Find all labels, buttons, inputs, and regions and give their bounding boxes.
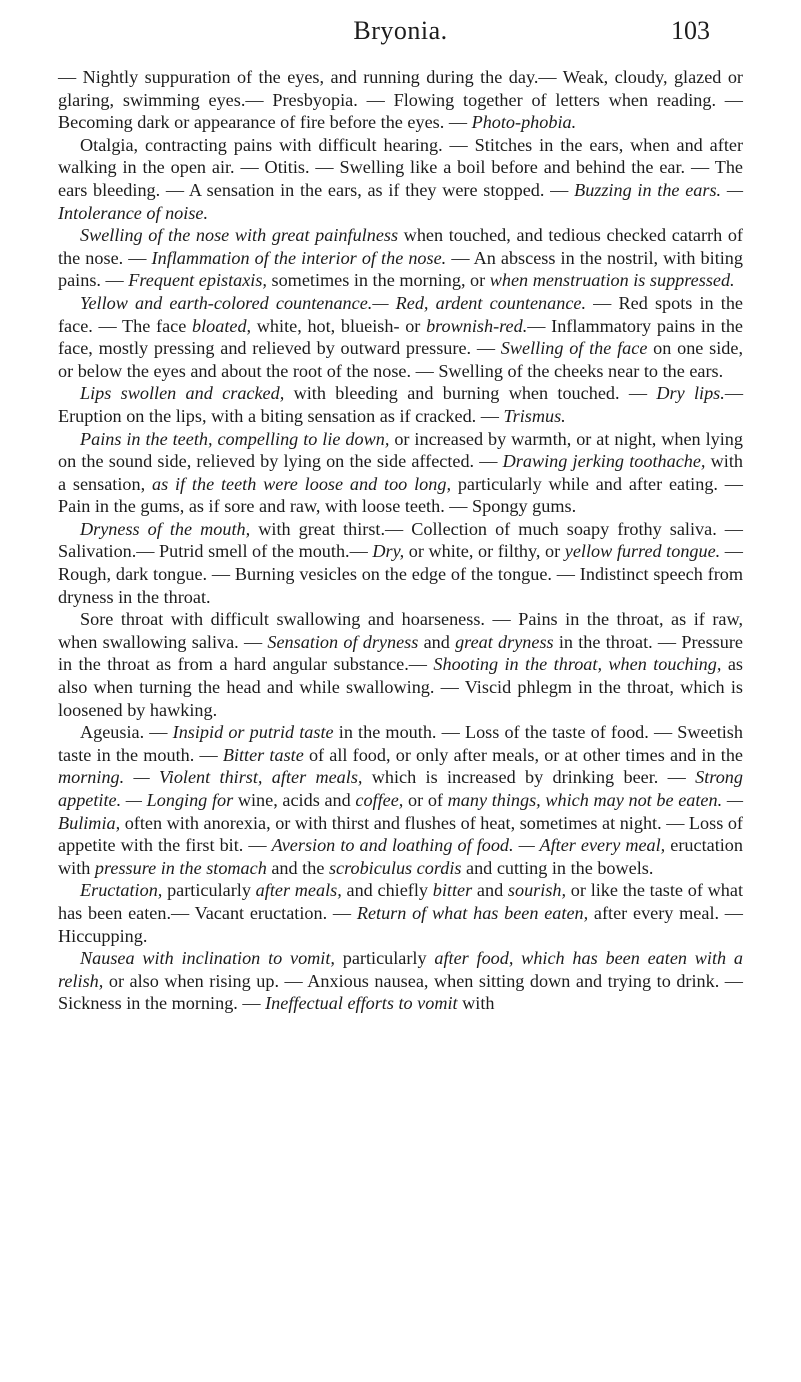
italic-text: Yellow and earth-colored countenance.— Red, ardent countenance. <box>80 292 587 313</box>
text-run: — Eruption on the lips, with a biting sensation as if cracked. — <box>58 383 743 426</box>
italic-text: Insipid or putrid taste <box>172 722 334 743</box>
text-run: sometimes in the morning, or <box>266 270 490 291</box>
text-run: often with anorexia, or with thirst and flushes of heat, sometimes at night. — Loss of appetite with the first bit. — <box>58 812 743 856</box>
italic-text: Swelling of the face <box>500 338 648 359</box>
italic-text: Nausea with inclination to vomit, <box>80 948 335 969</box>
italic-text: as if the teeth were loose and too long, <box>151 473 451 494</box>
page-number: 103 <box>671 16 710 45</box>
italic-text: Dryness of the mouth, <box>80 518 251 539</box>
paragraph <box>58 382 743 427</box>
italic-text: yellow furred tongue. <box>564 541 721 562</box>
paragraph <box>58 879 743 947</box>
italic-text: bloated, <box>192 315 252 336</box>
text-run: Sore throat with difficult swallowing and hoarseness. — Pains in the throat, as if raw, when swallowing saliva. — <box>58 609 743 652</box>
text-run: particularly <box>162 880 256 901</box>
text-run: after every meal. — Hiccupping. <box>58 902 743 946</box>
text-run: or also when rising up. — Anxious nausea, when sitting down and trying to drink. — Sickness in the morning. — <box>58 970 743 1014</box>
italic-text: Eructation, <box>80 880 163 901</box>
running-title: Bryonia. <box>353 16 448 45</box>
italic-text: Buzzing in the ears. — Intolerance of noise. <box>58 179 743 223</box>
text-run: with great thirst.— Collection of much soapy frothy saliva. — Salivation.— Putrid smell of the mouth.— <box>58 518 743 562</box>
paragraph <box>58 66 743 134</box>
text-run: — Nightly suppuration of the eyes, and running during the day.— Weak, cloudy, glazed or glaring, swimming eyes.— Presbyopia. — Flowing together of letters when reading. — Becoming dark or appearance of fire before the eyes. — <box>58 67 743 133</box>
paragraph <box>58 518 743 608</box>
page-header <box>0 16 801 56</box>
italic-text: Pains in the teeth, compelling to lie down, <box>80 428 390 449</box>
text-run: and cutting in the bowels. <box>461 857 654 878</box>
text-run: which is increased by drinking beer. — <box>362 767 696 788</box>
paragraph <box>58 608 743 721</box>
italic-text: many things, which may not be eaten. — Bulimia, <box>58 790 743 833</box>
text-run: as also when turning the head and while swallowing. — Viscid phlegm in the throat, which is loosened by hawking. <box>58 654 743 720</box>
text-run: in the throat. — Pressure in the throat as from a hard angular substance.— <box>58 631 743 675</box>
paragraph <box>58 947 743 1015</box>
italic-text: Photo-phobia. <box>471 112 577 133</box>
paragraph <box>58 134 743 224</box>
italic-text: sourish, <box>507 880 567 901</box>
text-run: particularly while and after eating. — Pain in the gums, as if sore and raw, with loose teeth. — Spongy gums. <box>58 473 743 517</box>
italic-text: scrobiculus cordis <box>328 857 462 878</box>
italic-text: Bitter taste <box>222 744 304 765</box>
text-run: or like the taste of what has been eaten.— Vacant eructation. — <box>58 880 743 923</box>
text-run: white, hot, blueish- or <box>251 315 427 336</box>
italic-text: Frequent epistaxis, <box>128 270 267 291</box>
italic-text: coffee, <box>355 790 404 810</box>
text-run: particularly <box>334 948 435 969</box>
text-run: — An abscess in the nostril, with biting pains. — <box>58 247 743 291</box>
text-run: and <box>472 880 508 901</box>
italic-text: Inflammation of the interior of the nose. <box>151 247 447 268</box>
text-run: wine, acids and <box>233 790 356 810</box>
text-run: eructation with <box>58 835 743 878</box>
text-run: or white, or filthy, or <box>404 541 565 562</box>
italic-text: after food, which has been eaten with a relish, <box>58 948 743 991</box>
italic-text: brownish-red. <box>426 315 528 336</box>
paragraph <box>58 224 743 292</box>
italic-text: pressure in the stomach <box>94 857 267 878</box>
text-run: — Red spots in the face. — The face <box>58 292 743 336</box>
text-run: or of <box>403 790 448 810</box>
italic-text: Dry lips. <box>656 383 725 404</box>
italic-text: bitter <box>432 880 473 901</box>
text-run: and the <box>266 857 329 878</box>
italic-text: Sensation of dryness <box>267 631 419 652</box>
text-run: or increased by warmth, or at night, when lying on the sound side, relieved by lying on the side affected. — <box>58 428 743 472</box>
text-run: with <box>457 993 495 1014</box>
text-run: on one side, or below the eyes and about the root of the nose. — Swelling of the cheeks near to the ears. <box>58 338 743 381</box>
paragraph <box>58 292 743 382</box>
italic-text: great dryness <box>455 631 554 652</box>
italic-text: morning. — Violent thirst, after meals, <box>58 767 363 788</box>
paragraph <box>58 721 743 879</box>
italic-text: Aversion to and loathing of food. — After every meal, <box>271 835 666 856</box>
paragraph <box>58 428 743 518</box>
text-run: with bleeding and burning when touched. — <box>284 383 657 404</box>
text-run: in the mouth. — Loss of the taste of food. — Sweetish taste in the mouth. — <box>58 722 743 765</box>
text-run: of all food, or only after meals, or at other times and in the <box>303 744 743 765</box>
text-run: and chiefly <box>341 880 433 901</box>
italic-text: Lips swollen and cracked, <box>80 383 285 404</box>
text-run: when touched, and tedious checked catarrh of the nose. — <box>58 225 743 268</box>
text-run: Ageusia. — <box>80 722 173 743</box>
text-run: with a sensation, <box>58 451 743 494</box>
text-run: — Inflammatory pains in the face, mostly pressing and relieved by outward pressure. — <box>58 315 743 359</box>
italic-text: when menstruation is suppressed. <box>489 270 735 291</box>
italic-text: Dry, <box>372 541 405 562</box>
italic-text: Shooting in the throat, when touching, <box>433 654 722 675</box>
italic-text: Strong appetite. — Longing for <box>58 767 743 810</box>
italic-text: Drawing jerking toothache, <box>502 451 706 472</box>
italic-text: after meals, <box>255 880 342 901</box>
text-run: — Rough, dark tongue. — Burning vesicles on the edge of the tongue. — Indistinct speech from dryness in the throat. <box>58 541 743 607</box>
body-text <box>58 66 743 1015</box>
text-run: and <box>418 631 456 652</box>
text-run: Otalgia, contracting pains with difficult hearing. — Stitches in the ears, when and after walking in the open air. — Otitis. — Swelling like a boil before and behind the ear. — The ears bleeding. — A sensation in the ears, as if they were stopped. — <box>58 134 743 200</box>
italic-text: Trismus. <box>503 405 566 426</box>
italic-text: Ineffectual efforts to vomit <box>265 993 458 1014</box>
italic-text: Swelling of the nose with great painfulness <box>80 225 399 246</box>
italic-text: Return of what has been eaten, <box>356 902 589 923</box>
